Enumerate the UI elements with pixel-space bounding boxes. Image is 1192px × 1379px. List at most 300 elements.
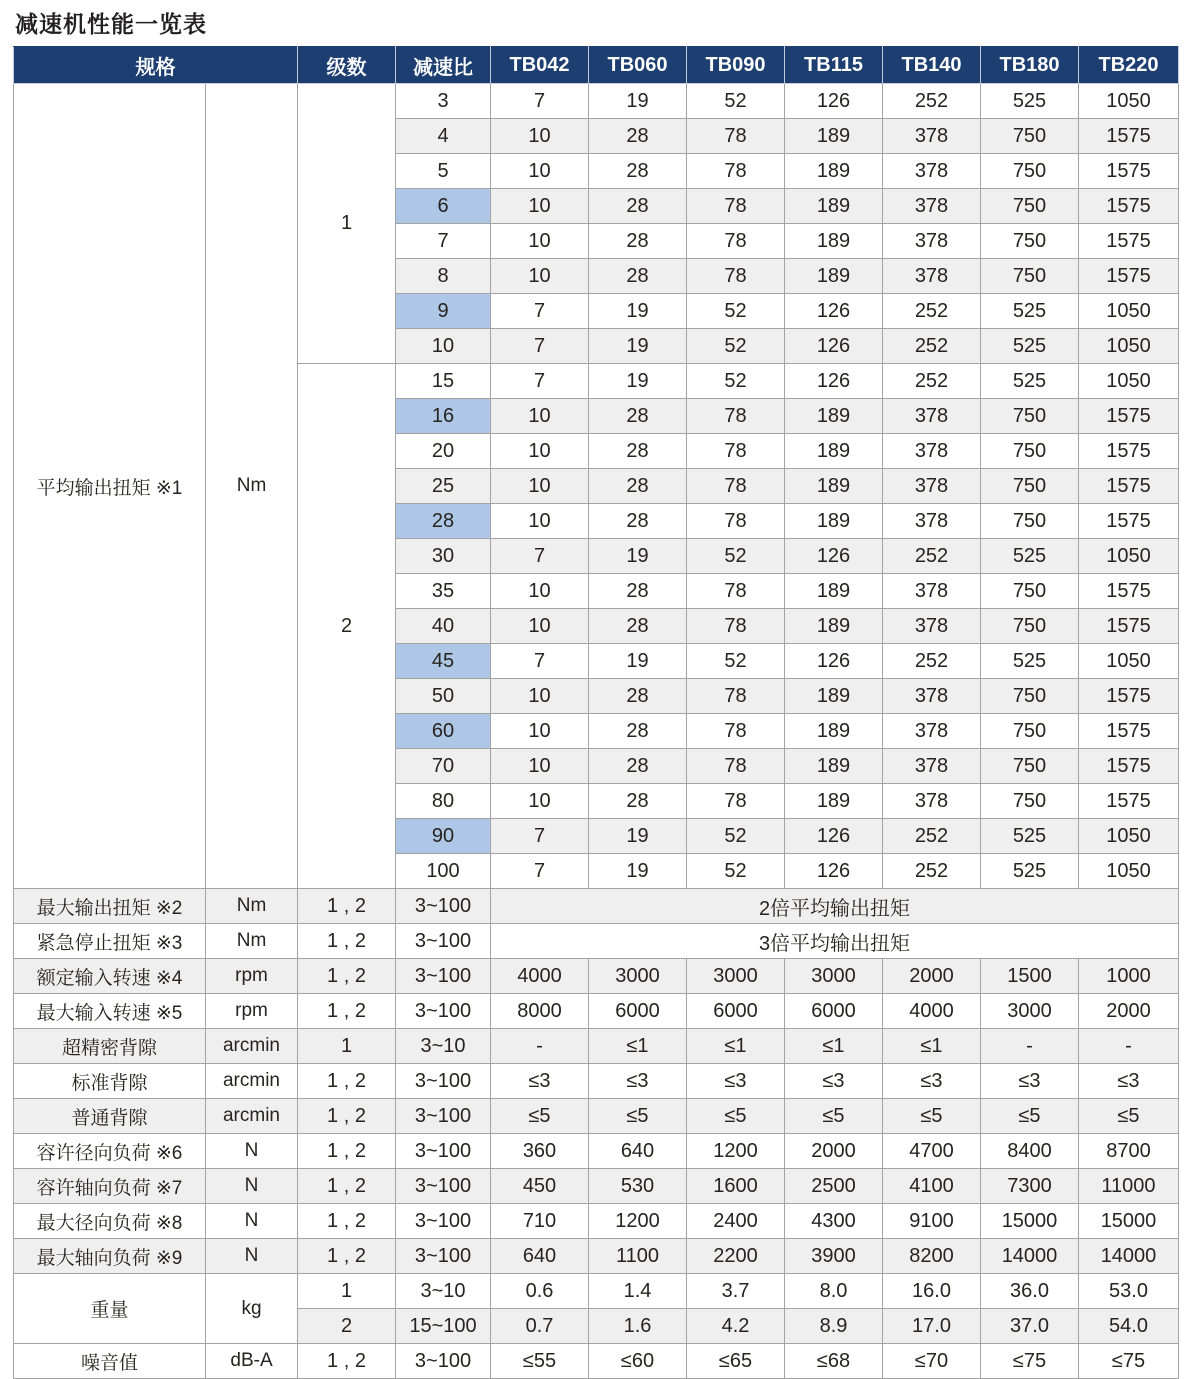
- value-cell: 10: [491, 154, 589, 189]
- value-cell: 28: [589, 609, 687, 644]
- unit-cell: N: [206, 1169, 298, 1204]
- value-cell: 10: [491, 714, 589, 749]
- model-header: TB140: [883, 47, 981, 84]
- value-cell: 189: [785, 189, 883, 224]
- row-label: 最大径向负荷 ※8: [14, 1204, 206, 1239]
- row-label: 普通背隙: [14, 1099, 206, 1134]
- value-cell: ≤65: [687, 1344, 785, 1379]
- value-cell: 525: [981, 84, 1079, 119]
- value-cell: 11000: [1079, 1169, 1179, 1204]
- stage-cell: 1 , 2: [298, 1134, 396, 1169]
- value-cell: ≤70: [883, 1344, 981, 1379]
- value-cell: 189: [785, 574, 883, 609]
- value-cell: 16.0: [883, 1274, 981, 1309]
- value-cell: 750: [981, 224, 1079, 259]
- value-cell: 37.0: [981, 1309, 1079, 1344]
- value-cell: 15000: [1079, 1204, 1179, 1239]
- model-header: TB042: [491, 47, 589, 84]
- value-cell: ≤55: [491, 1344, 589, 1379]
- value-cell: 7: [491, 364, 589, 399]
- ratio-cell: 28: [396, 504, 491, 539]
- value-cell: 126: [785, 819, 883, 854]
- value-cell: 1050: [1079, 84, 1179, 119]
- header-ratio: 减速比: [396, 47, 491, 84]
- value-cell: 28: [589, 574, 687, 609]
- value-cell: 126: [785, 644, 883, 679]
- value-cell: 525: [981, 644, 1079, 679]
- value-cell: 15000: [981, 1204, 1079, 1239]
- value-cell: 28: [589, 434, 687, 469]
- value-cell: 78: [687, 434, 785, 469]
- value-cell: 10: [491, 679, 589, 714]
- value-cell: 378: [883, 469, 981, 504]
- ratio-cell: 3~10: [396, 1029, 491, 1064]
- value-cell: 28: [589, 679, 687, 714]
- ratio-cell: 5: [396, 154, 491, 189]
- value-cell: 28: [589, 224, 687, 259]
- value-cell: 7: [491, 819, 589, 854]
- value-cell: 78: [687, 224, 785, 259]
- value-cell: ≤3: [785, 1064, 883, 1099]
- value-cell: 189: [785, 679, 883, 714]
- value-cell: 28: [589, 784, 687, 819]
- value-cell: 750: [981, 609, 1079, 644]
- model-header: TB090: [687, 47, 785, 84]
- model-header: TB220: [1079, 47, 1179, 84]
- unit-cell: arcmin: [206, 1064, 298, 1099]
- value-cell: 78: [687, 189, 785, 224]
- value-cell: 252: [883, 854, 981, 889]
- value-cell: 10: [491, 469, 589, 504]
- ratio-cell: 3~100: [396, 1169, 491, 1204]
- value-cell: 640: [491, 1239, 589, 1274]
- value-cell: 7: [491, 84, 589, 119]
- value-cell: 10: [491, 224, 589, 259]
- value-cell: 1575: [1079, 749, 1179, 784]
- value-cell: 189: [785, 784, 883, 819]
- value-cell: 78: [687, 504, 785, 539]
- ratio-cell: 40: [396, 609, 491, 644]
- ratio-cell: 3~100: [396, 1099, 491, 1134]
- value-cell: 19: [589, 294, 687, 329]
- unit-cell: rpm: [206, 959, 298, 994]
- value-cell: ≤1: [785, 1029, 883, 1064]
- value-cell: 1575: [1079, 679, 1179, 714]
- table-row: [14, 1204, 1179, 1239]
- value-cell: ≤3: [589, 1064, 687, 1099]
- value-cell: 1500: [981, 959, 1079, 994]
- value-cell: 8000: [491, 994, 589, 1029]
- value-cell: 126: [785, 364, 883, 399]
- value-cell: 189: [785, 399, 883, 434]
- stage-cell: 2: [298, 1309, 396, 1344]
- value-cell: ≤1: [883, 1029, 981, 1064]
- value-cell: 378: [883, 154, 981, 189]
- value-cell: 252: [883, 329, 981, 364]
- table-row: [14, 994, 1179, 1029]
- table-row: [14, 924, 1179, 959]
- value-cell: 750: [981, 714, 1079, 749]
- value-cell: 53.0: [1079, 1274, 1179, 1309]
- ratio-cell: 3~100: [396, 959, 491, 994]
- ratio-cell: 100: [396, 854, 491, 889]
- table-row: [14, 1029, 1179, 1064]
- ratio-cell: 15: [396, 364, 491, 399]
- ratio-cell: 3~100: [396, 1204, 491, 1239]
- stage-cell: 1 , 2: [298, 1344, 396, 1379]
- value-cell: 252: [883, 364, 981, 399]
- value-cell: 252: [883, 819, 981, 854]
- value-cell: 252: [883, 644, 981, 679]
- value-cell: 9100: [883, 1204, 981, 1239]
- value-cell: 4100: [883, 1169, 981, 1204]
- value-cell: 28: [589, 749, 687, 784]
- ratio-cell: 3~100: [396, 1134, 491, 1169]
- unit-cell: Nm: [206, 84, 298, 889]
- value-cell: ≤3: [981, 1064, 1079, 1099]
- table-row: [14, 1344, 1179, 1379]
- row-label: 最大输入转速 ※5: [14, 994, 206, 1029]
- value-cell: 3000: [785, 959, 883, 994]
- value-cell: 1200: [687, 1134, 785, 1169]
- value-cell: 378: [883, 434, 981, 469]
- value-cell: 78: [687, 119, 785, 154]
- value-cell: 1575: [1079, 504, 1179, 539]
- value-cell: ≤5: [589, 1099, 687, 1134]
- value-cell: ≤3: [1079, 1064, 1179, 1099]
- value-cell: 10: [491, 189, 589, 224]
- ratio-cell: 35: [396, 574, 491, 609]
- row-label: 容许轴向负荷 ※7: [14, 1169, 206, 1204]
- value-cell: 252: [883, 539, 981, 574]
- value-cell: 52: [687, 84, 785, 119]
- merged-note-cell: 3倍平均输出扭矩: [491, 924, 1179, 959]
- value-cell: ≤3: [491, 1064, 589, 1099]
- value-cell: ≤5: [785, 1099, 883, 1134]
- value-cell: 378: [883, 784, 981, 819]
- value-cell: 10: [491, 119, 589, 154]
- value-cell: 378: [883, 749, 981, 784]
- value-cell: 2000: [1079, 994, 1179, 1029]
- value-cell: 378: [883, 189, 981, 224]
- value-cell: 28: [589, 189, 687, 224]
- value-cell: 1050: [1079, 644, 1179, 679]
- ratio-cell: 70: [396, 749, 491, 784]
- value-cell: 189: [785, 469, 883, 504]
- value-cell: 750: [981, 679, 1079, 714]
- value-cell: 710: [491, 1204, 589, 1239]
- ratio-cell: 6: [396, 189, 491, 224]
- value-cell: 7: [491, 294, 589, 329]
- value-cell: 78: [687, 714, 785, 749]
- value-cell: 189: [785, 259, 883, 294]
- table-row: [14, 889, 1179, 924]
- value-cell: 750: [981, 749, 1079, 784]
- value-cell: 4300: [785, 1204, 883, 1239]
- ratio-cell: 3~100: [396, 1064, 491, 1099]
- value-cell: 7: [491, 329, 589, 364]
- value-cell: 750: [981, 189, 1079, 224]
- table-row: [14, 959, 1179, 994]
- value-cell: 28: [589, 259, 687, 294]
- value-cell: 8.9: [785, 1309, 883, 1344]
- value-cell: 360: [491, 1134, 589, 1169]
- value-cell: 252: [883, 294, 981, 329]
- value-cell: 10: [491, 784, 589, 819]
- value-cell: 126: [785, 854, 883, 889]
- value-cell: 7: [491, 854, 589, 889]
- value-cell: 750: [981, 784, 1079, 819]
- value-cell: 189: [785, 224, 883, 259]
- value-cell: 14000: [1079, 1239, 1179, 1274]
- value-cell: ≤68: [785, 1344, 883, 1379]
- row-label: 重量: [14, 1274, 206, 1344]
- value-cell: 10: [491, 434, 589, 469]
- stage-cell: 1 , 2: [298, 959, 396, 994]
- value-cell: 189: [785, 714, 883, 749]
- value-cell: 1575: [1079, 609, 1179, 644]
- unit-cell: Nm: [206, 889, 298, 924]
- value-cell: 28: [589, 714, 687, 749]
- value-cell: 189: [785, 749, 883, 784]
- stage-cell: 1: [298, 1029, 396, 1064]
- ratio-cell: 3: [396, 84, 491, 119]
- value-cell: 2000: [785, 1134, 883, 1169]
- value-cell: 189: [785, 609, 883, 644]
- ratio-cell: 3~100: [396, 889, 491, 924]
- ratio-cell: 3~10: [396, 1274, 491, 1309]
- value-cell: 525: [981, 819, 1079, 854]
- table-row: [14, 1239, 1179, 1274]
- stage-cell: 1 , 2: [298, 994, 396, 1029]
- ratio-cell: 3~100: [396, 924, 491, 959]
- value-cell: 52: [687, 539, 785, 574]
- value-cell: 1050: [1079, 294, 1179, 329]
- ratio-cell: 45: [396, 644, 491, 679]
- value-cell: 525: [981, 294, 1079, 329]
- value-cell: 1575: [1079, 154, 1179, 189]
- value-cell: 7300: [981, 1169, 1079, 1204]
- value-cell: 750: [981, 119, 1079, 154]
- stage-cell: 1 , 2: [298, 1064, 396, 1099]
- value-cell: 189: [785, 119, 883, 154]
- value-cell: 78: [687, 609, 785, 644]
- value-cell: 1575: [1079, 574, 1179, 609]
- value-cell: 1050: [1079, 819, 1179, 854]
- value-cell: 52: [687, 364, 785, 399]
- value-cell: 78: [687, 469, 785, 504]
- unit-cell: rpm: [206, 994, 298, 1029]
- merged-note-cell: 2倍平均输出扭矩: [491, 889, 1179, 924]
- value-cell: 378: [883, 259, 981, 294]
- stage-cell: 1 , 2: [298, 924, 396, 959]
- value-cell: 750: [981, 574, 1079, 609]
- value-cell: -: [1079, 1029, 1179, 1064]
- value-cell: 52: [687, 854, 785, 889]
- value-cell: 1575: [1079, 434, 1179, 469]
- value-cell: ≤75: [981, 1344, 1079, 1379]
- value-cell: 1.4: [589, 1274, 687, 1309]
- value-cell: 10: [491, 574, 589, 609]
- value-cell: 1000: [1079, 959, 1179, 994]
- value-cell: 1050: [1079, 854, 1179, 889]
- value-cell: 78: [687, 259, 785, 294]
- value-cell: ≤5: [491, 1099, 589, 1134]
- value-cell: 189: [785, 504, 883, 539]
- value-cell: 750: [981, 259, 1079, 294]
- value-cell: 3000: [589, 959, 687, 994]
- value-cell: 0.6: [491, 1274, 589, 1309]
- value-cell: ≤5: [1079, 1099, 1179, 1134]
- value-cell: 78: [687, 749, 785, 784]
- value-cell: 78: [687, 154, 785, 189]
- row-label: 标准背隙: [14, 1064, 206, 1099]
- ratio-cell: 7: [396, 224, 491, 259]
- stage-cell: 1: [298, 84, 396, 364]
- value-cell: 1.6: [589, 1309, 687, 1344]
- value-cell: 378: [883, 609, 981, 644]
- value-cell: 450: [491, 1169, 589, 1204]
- value-cell: ≤5: [687, 1099, 785, 1134]
- header-row: [14, 47, 1179, 84]
- value-cell: 36.0: [981, 1274, 1079, 1309]
- value-cell: 8.0: [785, 1274, 883, 1309]
- value-cell: 1575: [1079, 469, 1179, 504]
- ratio-cell: 25: [396, 469, 491, 504]
- value-cell: 0.7: [491, 1309, 589, 1344]
- value-cell: 126: [785, 84, 883, 119]
- value-cell: ≤75: [1079, 1344, 1179, 1379]
- ratio-cell: 60: [396, 714, 491, 749]
- value-cell: 640: [589, 1134, 687, 1169]
- value-cell: 750: [981, 399, 1079, 434]
- ratio-cell: 20: [396, 434, 491, 469]
- value-cell: 378: [883, 504, 981, 539]
- value-cell: 1575: [1079, 259, 1179, 294]
- value-cell: 52: [687, 644, 785, 679]
- ratio-cell: 10: [396, 329, 491, 364]
- value-cell: 525: [981, 364, 1079, 399]
- value-cell: 1200: [589, 1204, 687, 1239]
- model-header: TB180: [981, 47, 1079, 84]
- value-cell: -: [981, 1029, 1079, 1064]
- value-cell: 2200: [687, 1239, 785, 1274]
- table-row: [14, 1169, 1179, 1204]
- ratio-cell: 15~100: [396, 1309, 491, 1344]
- stage-cell: 1 , 2: [298, 1099, 396, 1134]
- ratio-cell: 90: [396, 819, 491, 854]
- value-cell: 378: [883, 714, 981, 749]
- unit-cell: N: [206, 1134, 298, 1169]
- spec-table: [13, 46, 1179, 1379]
- value-cell: 4.2: [687, 1309, 785, 1344]
- value-cell: ≤5: [981, 1099, 1079, 1134]
- value-cell: 19: [589, 364, 687, 399]
- value-cell: 8400: [981, 1134, 1079, 1169]
- row-label: 噪音值: [14, 1344, 206, 1379]
- value-cell: 750: [981, 154, 1079, 189]
- value-cell: 4000: [491, 959, 589, 994]
- value-cell: 6000: [687, 994, 785, 1029]
- value-cell: 19: [589, 329, 687, 364]
- unit-cell: dB-A: [206, 1344, 298, 1379]
- value-cell: ≤3: [883, 1064, 981, 1099]
- table-row: [14, 1064, 1179, 1099]
- value-cell: 28: [589, 154, 687, 189]
- value-cell: 7: [491, 539, 589, 574]
- table-body: [14, 84, 1179, 1379]
- value-cell: 252: [883, 84, 981, 119]
- value-cell: 2400: [687, 1204, 785, 1239]
- value-cell: 14000: [981, 1239, 1079, 1274]
- value-cell: 78: [687, 679, 785, 714]
- value-cell: 6000: [785, 994, 883, 1029]
- table-row: [14, 84, 1179, 119]
- value-cell: 1575: [1079, 784, 1179, 819]
- value-cell: 3900: [785, 1239, 883, 1274]
- page-title: 减速机性能一览表: [15, 11, 207, 37]
- value-cell: 52: [687, 329, 785, 364]
- row-label: 额定输入转速 ※4: [14, 959, 206, 994]
- value-cell: 378: [883, 574, 981, 609]
- table-header: [14, 47, 1179, 84]
- stage-cell: 1: [298, 1274, 396, 1309]
- value-cell: 6000: [589, 994, 687, 1029]
- value-cell: 3.7: [687, 1274, 785, 1309]
- value-cell: ≤1: [687, 1029, 785, 1064]
- unit-cell: arcmin: [206, 1099, 298, 1134]
- value-cell: 28: [589, 399, 687, 434]
- value-cell: 7: [491, 644, 589, 679]
- value-cell: 750: [981, 469, 1079, 504]
- value-cell: 750: [981, 434, 1079, 469]
- value-cell: 2000: [883, 959, 981, 994]
- value-cell: 19: [589, 854, 687, 889]
- value-cell: ≤3: [687, 1064, 785, 1099]
- value-cell: 8700: [1079, 1134, 1179, 1169]
- value-cell: 28: [589, 504, 687, 539]
- value-cell: 378: [883, 679, 981, 714]
- value-cell: 52: [687, 294, 785, 329]
- value-cell: 17.0: [883, 1309, 981, 1344]
- unit-cell: Nm: [206, 924, 298, 959]
- value-cell: 189: [785, 154, 883, 189]
- value-cell: 78: [687, 399, 785, 434]
- value-cell: 3000: [687, 959, 785, 994]
- stage-cell: 1 , 2: [298, 1204, 396, 1239]
- model-header: TB060: [589, 47, 687, 84]
- value-cell: 3000: [981, 994, 1079, 1029]
- value-cell: 78: [687, 784, 785, 819]
- value-cell: 525: [981, 539, 1079, 574]
- value-cell: 1050: [1079, 329, 1179, 364]
- value-cell: 1575: [1079, 399, 1179, 434]
- value-cell: ≤1: [589, 1029, 687, 1064]
- value-cell: 189: [785, 434, 883, 469]
- value-cell: 1100: [589, 1239, 687, 1274]
- value-cell: 1050: [1079, 539, 1179, 574]
- model-header: TB115: [785, 47, 883, 84]
- value-cell: 126: [785, 539, 883, 574]
- unit-cell: N: [206, 1239, 298, 1274]
- value-cell: 530: [589, 1169, 687, 1204]
- header-stages: 级数: [298, 47, 396, 84]
- ratio-cell: 8: [396, 259, 491, 294]
- ratio-cell: 3~100: [396, 1239, 491, 1274]
- stage-cell: 1 , 2: [298, 1239, 396, 1274]
- row-label: 超精密背隙: [14, 1029, 206, 1064]
- value-cell: 19: [589, 644, 687, 679]
